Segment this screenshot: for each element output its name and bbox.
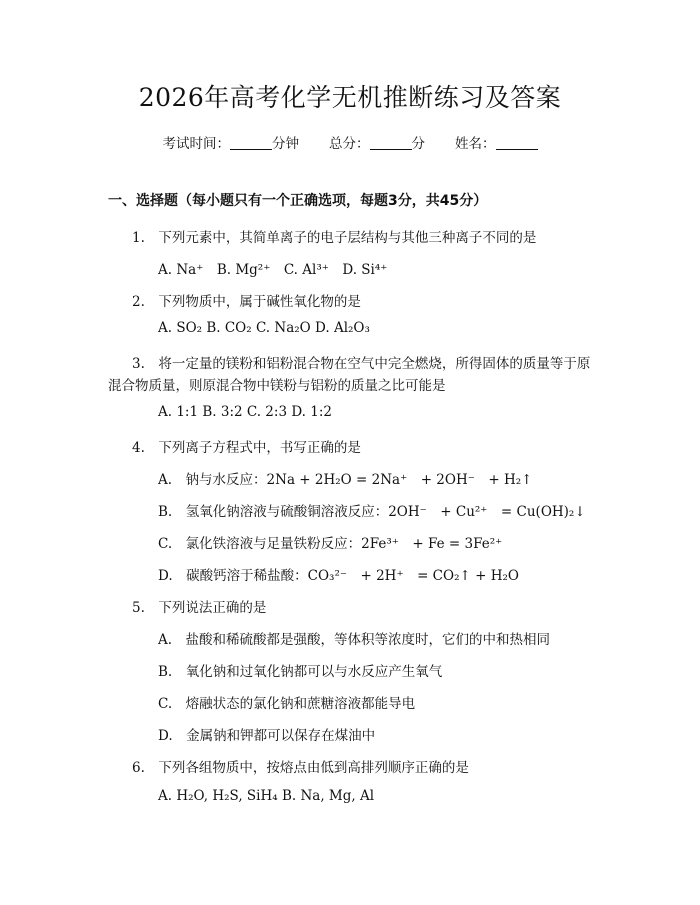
question-4-option-c: C. 氯化铁溶液与足量铁粉反应：2Fe³⁺ + Fe = 3Fe²⁺ xyxy=(158,536,503,552)
question-2-stem: 2. 下列物质中，属于碱性氧化物的是 xyxy=(132,294,361,310)
time-blank xyxy=(230,137,272,150)
score-unit: 分 xyxy=(411,136,425,152)
question-4-option-b: B. 氢氧化钠溶液与硫酸铜溶液反应：2OH⁻ + Cu²⁺ = Cu(OH)₂↓ xyxy=(158,504,586,520)
question-2-options: A. SO₂ B. CO₂ C. Na₂O D. Al₂O₃ xyxy=(158,320,370,336)
question-4-stem: 4. 下列离子方程式中，书写正确的是 xyxy=(132,440,361,456)
question-3-stem-line2: 混合物质量，则原混合物中镁粉与铝粉的质量之比可能是 xyxy=(108,378,446,394)
time-label: 考试时间： xyxy=(162,136,230,152)
time-unit: 分钟 xyxy=(272,136,299,152)
question-4-option-a: A. 钠与水反应：2Na + 2H₂O = 2Na⁺ + 2OH⁻ + H₂↑ xyxy=(158,472,533,488)
score-label: 总分： xyxy=(329,136,370,152)
question-6-stem: 6. 下列各组物质中，按熔点由低到高排列顺序正确的是 xyxy=(132,760,469,776)
question-4-option-d: D. 碳酸钙溶于稀盐酸：CO₃²⁻ + 2H⁺ = CO₂↑ + H₂O xyxy=(158,568,519,584)
name-blank xyxy=(496,137,538,150)
question-5-option-a: A. 盐酸和稀硫酸都是强酸，等体积等浓度时，它们的中和热相同 xyxy=(158,632,551,648)
page-title: 2026年高考化学无机推断练习及答案 xyxy=(138,83,562,112)
name-label: 姓名： xyxy=(455,136,496,152)
question-5-option-c: C. 熔融状态的氯化钠和蔗糖溶液都能导电 xyxy=(158,696,416,712)
question-3-stem-line1: 3. 将一定量的镁粉和铝粉混合物在空气中完全燃烧，所得固体的质量等于原 xyxy=(132,356,591,372)
question-1-options: A. Na⁺ B. Mg²⁺ C. Al³⁺ D. Si⁴⁺ xyxy=(158,262,388,278)
score-blank xyxy=(370,137,412,150)
question-6-options: A. H₂O, H₂S, SiH₄ B. Na, Mg, Al xyxy=(158,788,375,804)
section-heading: 一、选择题（每小题只有一个正确选项，每题3分，共45分） xyxy=(108,193,488,209)
exam-meta xyxy=(0,132,700,152)
question-5-option-d: D. 金属钠和钾都可以保存在煤油中 xyxy=(158,728,376,744)
question-3-options: A. 1:1 B. 3:2 C. 2:3 D. 1:2 xyxy=(158,404,332,420)
question-1-stem: 1. 下列元素中，其简单离子的电子层结构与其他三种离子不同的是 xyxy=(132,230,537,246)
question-5-option-b: B. 氧化钠和过氧化钠都可以与水反应产生氧气 xyxy=(158,664,443,680)
question-5-stem: 5. 下列说法正确的是 xyxy=(132,600,267,616)
